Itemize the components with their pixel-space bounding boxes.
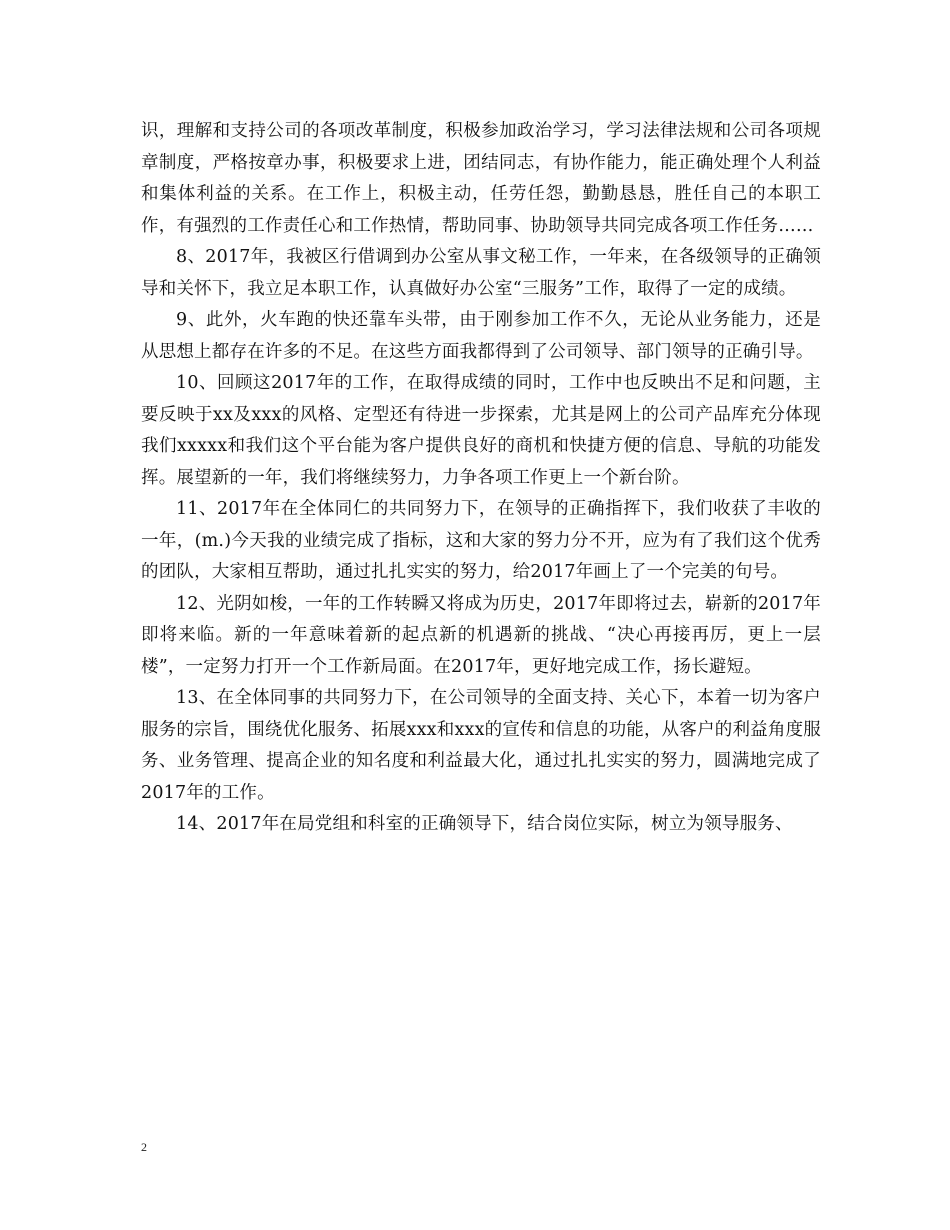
paragraph-9: 9、此外，火车跑的快还靠车头带，由于刚参加工作不久，无论从业务能力，还是从思想上都存在许多的不足。在这些方面我都得到了公司领导、部门领导的正确引导。 (141, 310, 821, 362)
body-text (141, 116, 821, 841)
paragraph-12: 12、光阴如梭，一年的工作转瞬又将成为历史，2017年即将过去，崭新的2017年即将来临。新的一年意味着新的起点新的机遇新的挑战、“决心再接再厉，更上一层楼”，一定努力打开一个工作新局面。在2017年，更好地完成工作，扬长避短。 (141, 593, 821, 677)
paragraph-14: 14、2017年在局党组和科室的正确领导下，结合岗位实际，树立为领导服务、 (176, 814, 793, 834)
page-number: 2 (141, 1140, 147, 1154)
paragraph-10: 10、回顾这2017年的工作，在取得成绩的同时，工作中也反映出不足和问题，主要反映于xx及xxx的风格、定型还有待进一步探索，尤其是网上的公司产品库充分体现我们xxxxx和我们这个平台能为客户提供良好的商机和快捷方便的信息、导航的功能发挥。展望新的一年，我们将继续努力，力争各项工作更上一个新台阶。 (141, 373, 821, 488)
paragraph-8: 8、2017年，我被区行借调到办公室从事文秘工作，一年来，在各级领导的正确领导和关怀下，我立足本职工作，认真做好办公室“三服务”工作，取得了一定的成绩。 (141, 247, 821, 299)
paragraph-13: 13、在全体同事的共同努力下，在公司领导的全面支持、关心下，本着一切为客户服务的宗旨，围绕优化服务、拓展xxx和xxx的宣传和信息的功能，从客户的利益角度服务、业务管理、提高企业的知名度和利益最大化，通过扎扎实实的努力，圆满地完成了2017年的工作。 (141, 688, 821, 803)
paragraph-11: 11、2017年在全体同仁的共同努力下，在领导的正确指挥下，我们收获了丰收的一年，(m.)今天我的业绩完成了指标，这和大家的努力分不开，应为有了我们这个优秀的团队，大家相互帮助，通过扎扎实实的努力，给2017年画上了一个完美的句号。 (141, 499, 821, 582)
paragraph-continuation: 识，理解和支持公司的各项改革制度，积极参加政治学习，学习法律法规和公司各项规章制度，严格按章办事，积极要求上进，团结同志，有协作能力，能正确处理个人利益和集体利益的关系。在工作上，积极主动，任劳任怨，勤勤恳恳，胜任自己的本职工作，有强烈的工作责任心和工作热情，帮助同事、协助领导共同完成各项工作任务…… (141, 121, 821, 236)
